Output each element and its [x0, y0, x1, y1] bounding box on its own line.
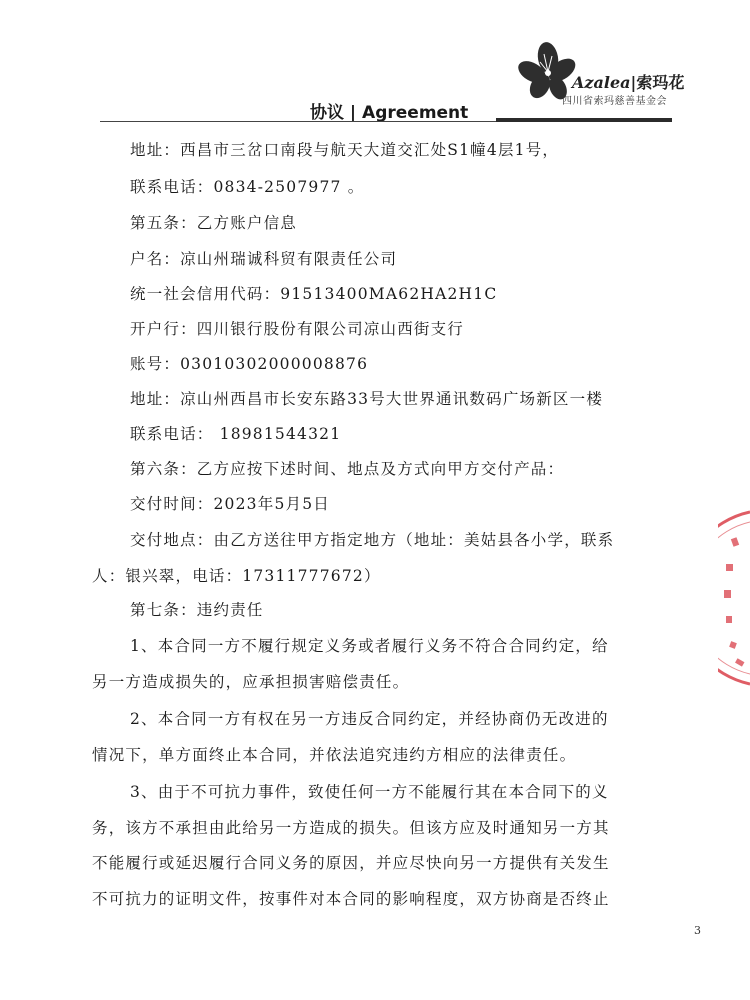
delivery-place-line: 交付地点：由乙方送往甲方指定地方（地址：美姑县各小学，联系: [130, 531, 615, 549]
logo-brand-text: Azalea|索玛花: [572, 73, 685, 92]
page-number: 3: [694, 924, 701, 937]
address-line-party-a: 地址：西昌市三岔口南段与航天大道交汇处S1幢4层1号，: [130, 141, 560, 159]
credit-code-line: 统一社会信用代码：91513400MA62HA2H1C: [130, 285, 498, 303]
clause-7-item-3-line-3: 不能履行或延迟履行合同义务的原因，并应尽快向另一方提供有关发生: [92, 854, 610, 872]
foundation-logo: [510, 40, 690, 112]
bank-line: 开户行：四川银行股份有限公司凉山西街支行: [130, 320, 465, 338]
clause-7-item-2-line-1: 2、本合同一方有权在另一方违反合同约定，并经协商仍无改进的: [130, 710, 609, 728]
address-line-party-b: 地址：凉山州西昌市长安东路33号大世界通讯数码广场新区一楼: [130, 390, 604, 408]
clause-7-item-3-line-1: 3、由于不可抗力事件，致使任何一方不能履行其在本合同下的义: [130, 783, 609, 801]
clause-7-item-2-line-2: 情况下，单方面终止本合同，并依法追究违约方相应的法律责任。: [92, 746, 577, 764]
clause-7-item-1-line-1: 1、本合同一方不履行规定义务或者履行义务不符合合同约定，给: [130, 637, 609, 655]
account-name-line: 户名：凉山州瑞诚科贸有限责任公司: [130, 250, 398, 268]
delivery-time-line: 交付时间：2023年5月5日: [130, 495, 330, 513]
clause-7-item-3-line-2: 务，该方不承担由此给另一方造成的损失。但该方应及时通知另一方其: [92, 819, 610, 837]
clause-7-heading: 第七条：违约责任: [130, 601, 264, 619]
clause-5-heading: 第五条：乙方账户信息: [130, 214, 298, 232]
clause-7-item-1-line-2: 另一方造成损失的，应承担损害赔偿责任。: [92, 673, 410, 691]
phone-line-party-a: 联系电话：0834-2507977 。: [130, 178, 365, 196]
clause-6-heading: 第六条：乙方应按下述时间、地点及方式向甲方交付产品：: [130, 460, 565, 478]
header-divider-accent: [496, 118, 672, 122]
account-number-line: 账号：03010302000008876: [130, 355, 369, 373]
delivery-contact-line: 人：银兴翠，电话：17311777672）: [92, 567, 381, 585]
phone-line-party-b: 联系电话： 18981544321: [130, 425, 342, 443]
clause-7-item-3-line-4: 不可抗力的证明文件，按事件对本合同的影响程度，双方协商是否终止: [92, 890, 610, 908]
header-title: 协议 | Agreement: [310, 103, 469, 123]
logo-org-name: 四川省索玛慈善基金会: [562, 96, 667, 107]
red-seal-stamp: [718, 508, 750, 688]
